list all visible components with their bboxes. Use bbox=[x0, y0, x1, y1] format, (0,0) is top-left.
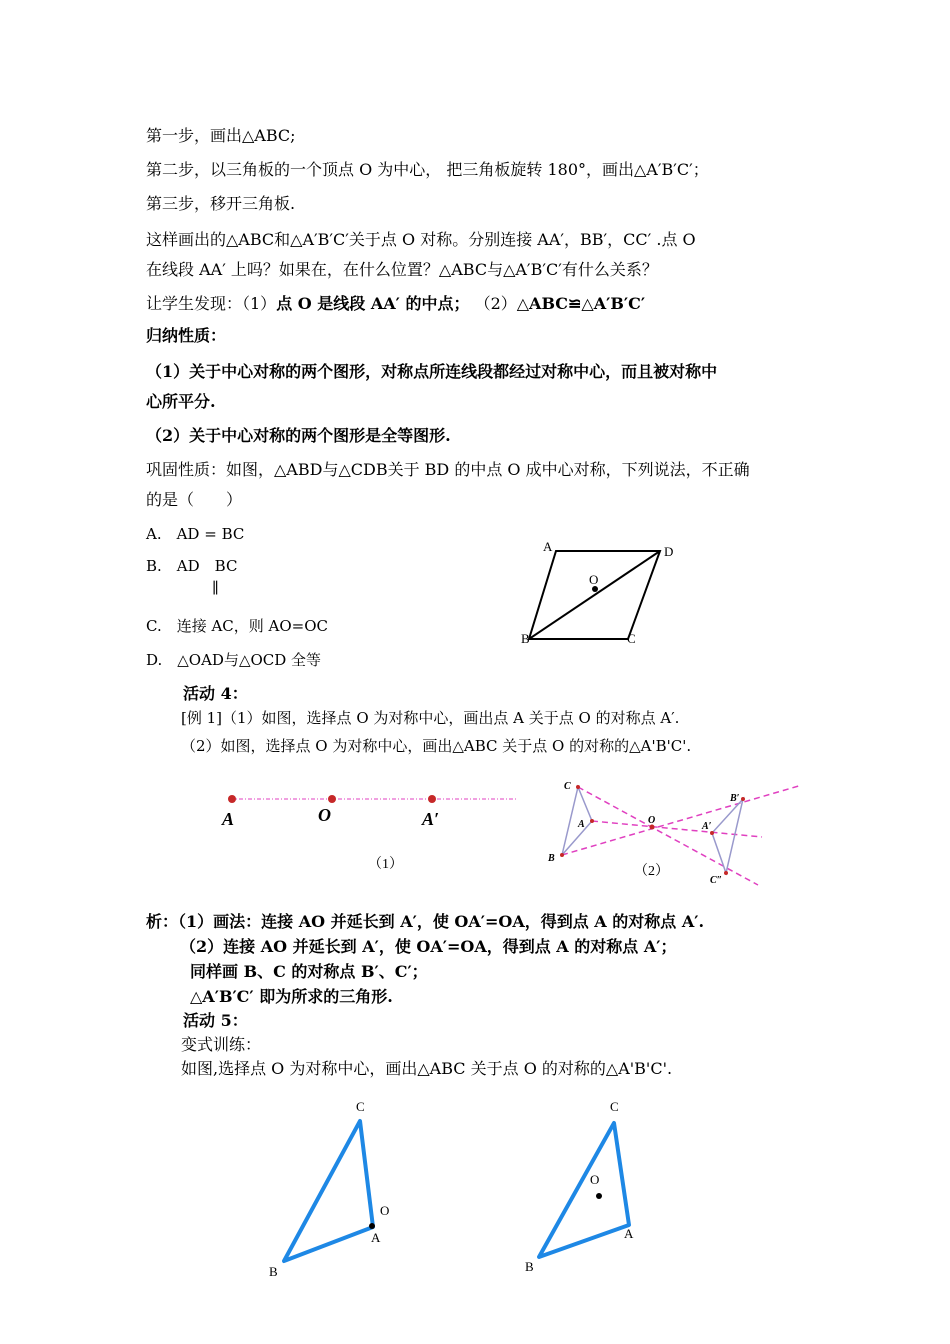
label-o-left: O bbox=[380, 1203, 390, 1218]
diagonal-bd bbox=[529, 551, 660, 639]
label-o: O bbox=[318, 805, 331, 825]
analysis-line-3: 同样画 B、C 的对称点 B′、C′； bbox=[190, 962, 428, 981]
step-3: 第三步，移开三角板. bbox=[146, 194, 296, 213]
point-o bbox=[328, 795, 336, 803]
label-a: A bbox=[222, 809, 235, 829]
label-a-prime: A′ bbox=[702, 821, 712, 832]
discovery-prefix: 让学生发现：（1） bbox=[146, 294, 277, 313]
summary-p2: （2）关于中心对称的两个图形是全等图形. bbox=[146, 426, 451, 445]
discovery-point-1: 点 O 是线段 AA′ 的中点； bbox=[276, 294, 470, 313]
analysis-line-4: △A′B′C′ 即为所求的三角形. bbox=[190, 987, 393, 1006]
point-a bbox=[228, 795, 236, 803]
paragraph-line-2: 在线段 AA′ 上吗？如果在，在什么位置？△ABC与△A′B′C′有什么关系？ bbox=[146, 260, 658, 279]
label-a: A bbox=[578, 819, 585, 830]
summary-heading: 归纳性质： bbox=[146, 326, 227, 345]
label-b-left: B bbox=[269, 1264, 278, 1279]
discovery-line bbox=[146, 294, 645, 314]
label-a-right: A bbox=[624, 1226, 634, 1241]
caption-2: （2） bbox=[634, 864, 669, 879]
summary-p1-line2: 心所平分. bbox=[146, 392, 216, 411]
label-c: C bbox=[564, 781, 571, 792]
label-o: O bbox=[648, 815, 656, 826]
label-d: D bbox=[664, 544, 674, 559]
example-1: [例 1]（1）如图，选择点 O 为对称中心，画出点 A 关于点 O 的对称点 A′. bbox=[181, 709, 680, 727]
activity5-line-2: 如图,选择点 O 为对称中心，画出△ABC 关于点 O 的对称的△A'B'C'. bbox=[181, 1059, 673, 1078]
parallel-symbol: ∥ bbox=[212, 579, 219, 597]
label-c-right: C bbox=[610, 1099, 619, 1114]
label-c-prime: C″ bbox=[710, 875, 723, 886]
activity5-line-1: 变式训练： bbox=[181, 1035, 262, 1054]
step-2: 第二步，以三角板的一个顶点 O 为中心， 把三角板旋转 180°，画出△A′B′C′； bbox=[146, 160, 709, 179]
triangle-abc-left bbox=[284, 1121, 373, 1261]
option-a: A. AD = BC bbox=[146, 525, 245, 543]
label-a-left: A bbox=[371, 1230, 381, 1245]
activity5-heading: 活动 5： bbox=[183, 1011, 248, 1030]
triangle-abc-right bbox=[539, 1123, 629, 1257]
analysis-line-1: 析：（1）画法：连接 AO 并延长到 A′，使 OA′=OA，得到点 A 的对称点 A′. bbox=[146, 912, 705, 931]
practice-line-1: 巩固性质：如图，△ABD与△CDB关于 BD 的中点 O 成中心对称，下列说法，不正确 bbox=[146, 460, 750, 479]
label-b-right: B bbox=[525, 1259, 534, 1274]
triangle-figure-right bbox=[515, 1095, 655, 1285]
step-1: 第一步，画出△ABC; bbox=[146, 126, 296, 145]
label-c-left: C bbox=[356, 1099, 365, 1114]
triangle-figure-left bbox=[260, 1095, 400, 1285]
activity4-heading: 活动 4： bbox=[183, 684, 248, 703]
example-2: （2）如图，选择点 O 为对称中心，画出△ABC 关于点 O 的对称的△A'B'C'. bbox=[181, 737, 692, 755]
point-o-left bbox=[369, 1223, 375, 1229]
point-o-right bbox=[596, 1193, 602, 1199]
label-o: O bbox=[589, 572, 599, 587]
triangle-abc bbox=[562, 787, 592, 855]
parallelogram-figure bbox=[515, 535, 685, 650]
paragraph-line-1: 这样画出的△ABC和△A′B′C′关于点 O 对称。分别连接 AA′，BB′，CC′ .点 O bbox=[146, 230, 696, 249]
figure-2 bbox=[540, 775, 810, 895]
label-c: C bbox=[627, 631, 636, 646]
analysis-line-2: （2）连接 AO 并延长到 A′，使 OA′=OA，得到点 A 的对称点 A′； bbox=[180, 937, 677, 956]
label-o-right: O bbox=[590, 1172, 600, 1187]
point-a-prime bbox=[428, 795, 436, 803]
discovery-point-2: △ABC≌△A′B′C′ bbox=[516, 294, 646, 313]
label-b: B bbox=[548, 853, 555, 864]
label-b: B bbox=[521, 631, 530, 646]
discovery-mid: （2） bbox=[474, 294, 517, 313]
summary-p1-line1: （1）关于中心对称的两个图形，对称点所连线段都经过对称中心，而且被对称中 bbox=[146, 362, 718, 381]
caption-1: （1） bbox=[368, 857, 403, 872]
label-a: A bbox=[543, 539, 553, 554]
dash-bb bbox=[562, 785, 802, 855]
practice-line-2: 的是（ ） bbox=[146, 490, 243, 509]
option-c: C. 连接 AC，则 AO=OC bbox=[146, 617, 329, 635]
figure-1 bbox=[210, 785, 530, 885]
label-a-prime: A′ bbox=[422, 809, 440, 829]
option-b: B. AD BC bbox=[146, 557, 238, 575]
label-b-prime: B′ bbox=[730, 793, 740, 804]
option-d: D. △OAD与△OCD 全等 bbox=[146, 651, 322, 669]
